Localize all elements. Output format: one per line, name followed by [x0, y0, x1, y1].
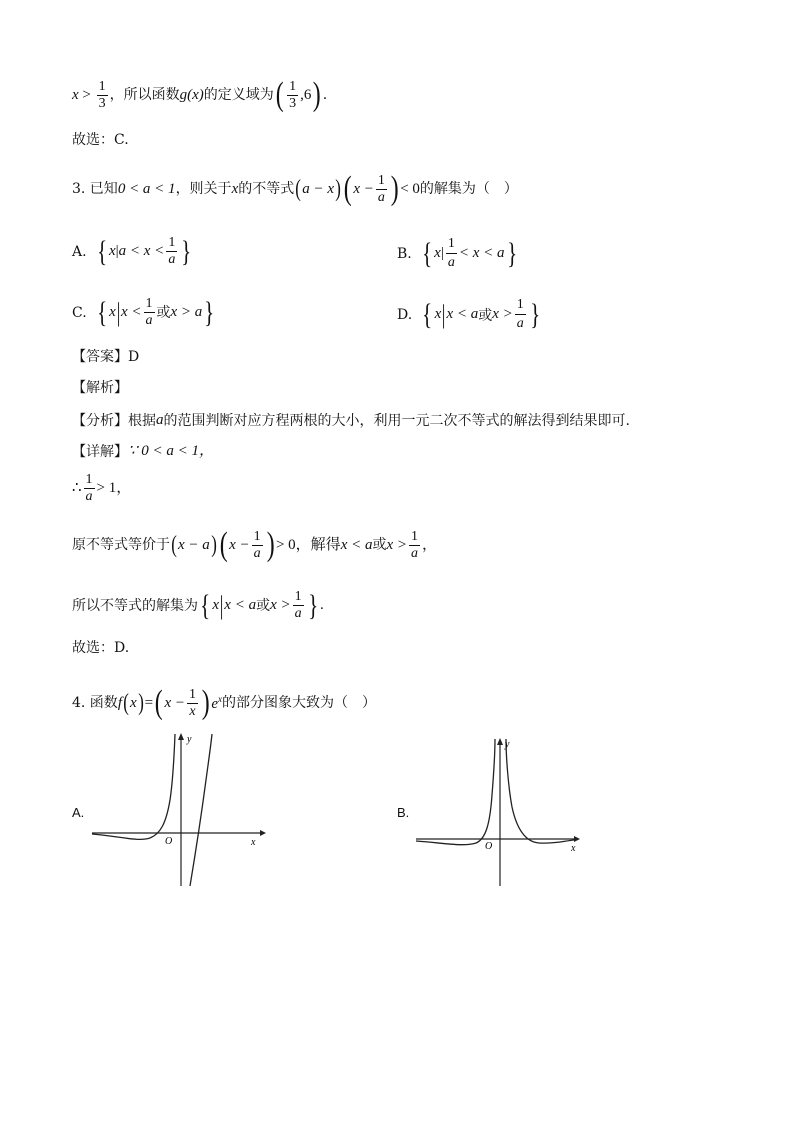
- analysis-rest: 的范围判断对应方程两根的大小，利用一元二次不等式的解法得到结果即可.: [163, 412, 630, 429]
- therefore-line: ∴ $\frac{1}{a}$ > 1，: [72, 472, 132, 504]
- graph-a-left-branch: [92, 734, 175, 839]
- q3-mid2: 的不等式: [238, 181, 295, 197]
- detail-head: 【详解】: [72, 443, 128, 460]
- equiv-text: 原不等式等价于: [72, 537, 170, 553]
- q4-num: 4. 函数: [72, 695, 118, 711]
- analysis-line: [72, 413, 630, 428]
- func-g: g(x): [179, 86, 204, 103]
- q3-tail: < 0: [400, 180, 420, 197]
- math-gt: >: [78, 86, 95, 103]
- detail-cond: ∵ 0 < a < 1，: [128, 443, 215, 459]
- equiv-tail: > 0，解得: [275, 536, 341, 553]
- graph-a-x-label: x: [251, 837, 256, 848]
- graph-b-y-label: y: [505, 739, 510, 750]
- solution-line: 所以不等式的解集为 { x | x < a 或 x > $\frac{1}{a}$ } .: [72, 588, 324, 622]
- q3-var: x: [231, 180, 239, 197]
- graph-b-left-branch: [416, 739, 495, 845]
- graph-a-origin-label: O: [165, 836, 173, 847]
- fraction-one-third: $\frac{1}{3}$: [98, 78, 106, 111]
- or-word-c: 或: [156, 304, 171, 321]
- q3-cond: 0 < a < 1: [117, 180, 176, 197]
- or-word-sol: 或: [256, 597, 271, 614]
- graph-b-y-arrow: [497, 738, 503, 745]
- or-word-d: 或: [478, 307, 493, 324]
- detail-line: [72, 444, 214, 459]
- graph-a-right-branch: [190, 734, 212, 886]
- option-b-label: B.: [397, 245, 412, 262]
- q4-option-a-label[interactable]: A.: [72, 805, 85, 820]
- q3-stem: 3. 已知 0 < a < 1 ，则关于 x 的不等式 ( a − x ) ( x − $\frac{1}{a}$ ) < 0 的解集为（ ）: [72, 170, 518, 207]
- graph-b[interactable]: [414, 735, 584, 890]
- analysis-prefix: 【分析】根据: [72, 412, 156, 429]
- choice-q3: 故选：D.: [72, 640, 130, 656]
- graph-a-x-arrow: [260, 830, 266, 836]
- option-d-label: D.: [397, 306, 413, 323]
- choice-prev: 故选：C.: [72, 132, 129, 148]
- graph-a[interactable]: [88, 730, 268, 890]
- q3-option-c[interactable]: C. { x | x < $\frac{1}{a}$ 或 x > a }: [72, 295, 215, 329]
- graph-b-right-branch: [506, 739, 574, 843]
- q3-num: 3. 已知: [72, 181, 118, 197]
- answer: 【答案】D: [72, 349, 140, 365]
- graph-a-y-label: y: [187, 734, 192, 745]
- fraction-one-third-2: $\frac{1}{3}$: [289, 78, 297, 111]
- equiv-line: 原不等式等价于 ( x − a ) ( x − $\frac{1}{a}$ ) > 0，解得 x < a 或 x > $\frac{1}{a}$ ，: [72, 526, 438, 563]
- q3-option-a[interactable]: A. { x | a < x < $\frac{1}{a}$ }: [72, 234, 192, 268]
- therefore-symbol: ∴: [72, 480, 82, 496]
- solution-text: 所以不等式的解集为: [72, 597, 198, 614]
- line1-text2: 的定义域为: [203, 87, 274, 103]
- q3-mid: ，则关于: [175, 181, 232, 197]
- option-a-label: A.: [72, 243, 87, 260]
- math-x: x: [72, 86, 79, 103]
- analysis-var: a: [156, 412, 164, 428]
- or-word-equiv: 或: [372, 537, 387, 553]
- q4-end: 的部分图象大致为（ ）: [221, 695, 376, 711]
- option-c-label: C.: [72, 304, 87, 321]
- analysis-head: 【解析】: [72, 380, 128, 396]
- q3-option-b[interactable]: B. { x | $\frac{1}{a}$ < x < a }: [397, 236, 517, 270]
- q3-option-d[interactable]: D. { x | x < a 或 x > $\frac{1}{a}$ }: [397, 297, 541, 331]
- q4-stem: 4. 函数 f ( x ) = ( x − $\frac{1}{x}$ ) $e^x$ 的部分图象大致为（ ）: [72, 684, 376, 721]
- graph-b-origin-label: O: [485, 841, 493, 852]
- ineq-gt1: > 1，: [96, 480, 132, 496]
- q4-option-b-label[interactable]: B.: [397, 805, 410, 820]
- graph-a-y-arrow: [178, 733, 184, 740]
- line1-end: .: [322, 87, 328, 103]
- q3-end: 的解集为（ ）: [419, 181, 518, 197]
- graph-b-x-arrow: [574, 836, 580, 842]
- domain-conclusion-line: x > $\frac{1}{3}$ ，所以函数 g(x) 的定义域为 ( $\frac{1}{3}$ ,6 ) .: [72, 76, 328, 113]
- graph-b-x-label: x: [571, 843, 576, 854]
- line1-text1: ，所以函数: [109, 87, 180, 103]
